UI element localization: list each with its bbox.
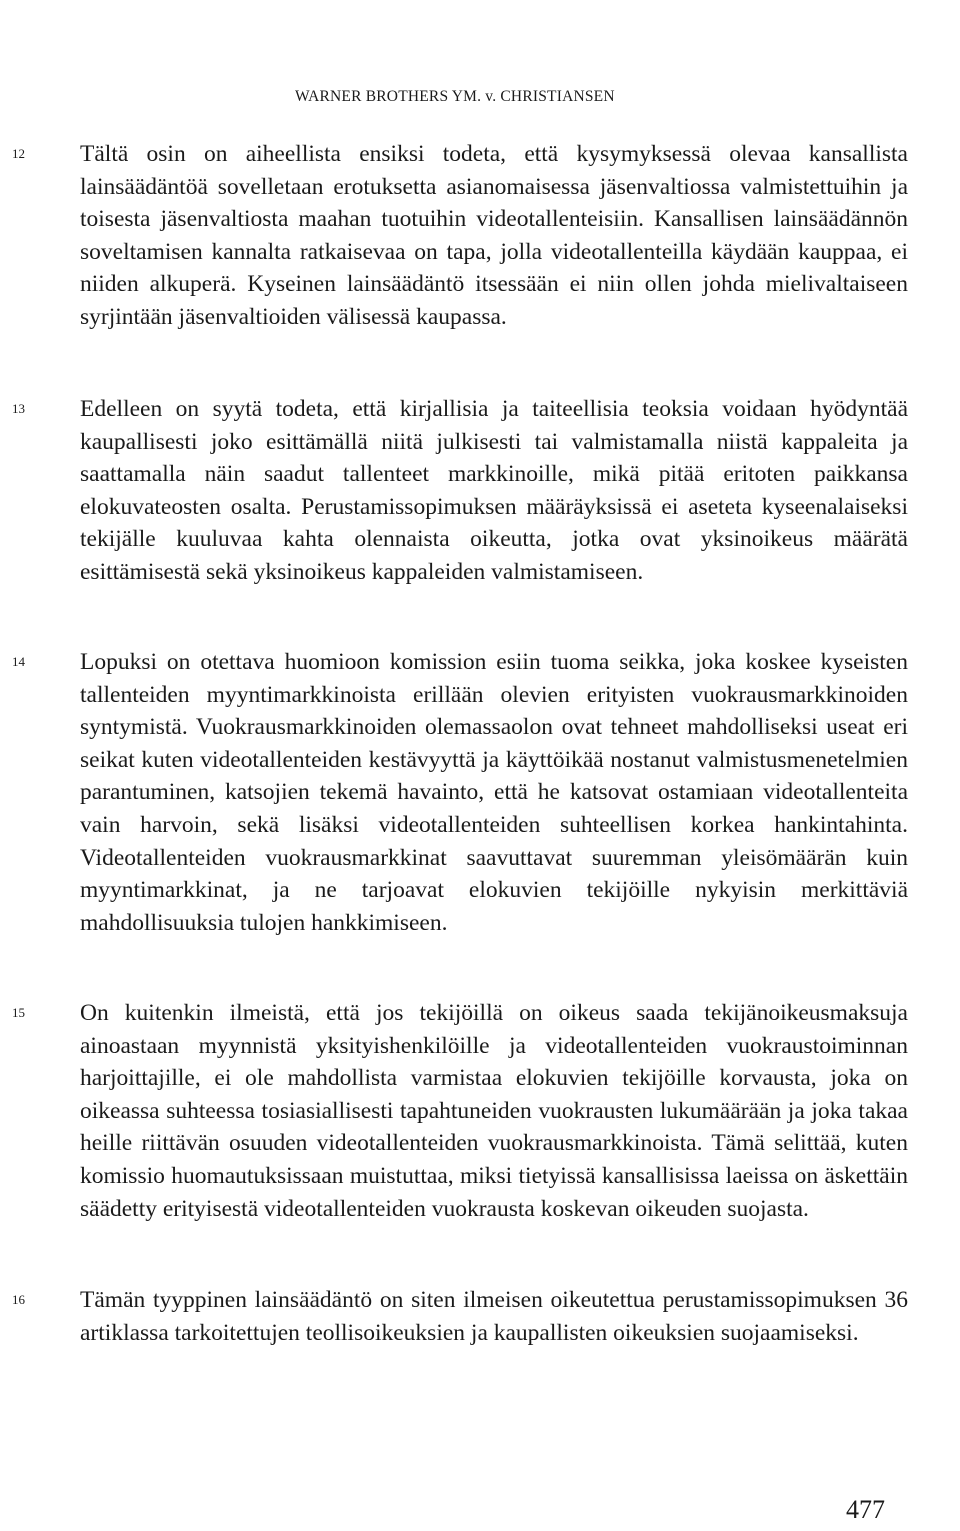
paragraph-text: Lopuksi on otettava huomioon komission esiin tuoma seikka, joka koskee kyseisten tallenteiden myyntimarkkinoista erillään olevien erityisten vuokrausmarkkinoiden syntymistä. Vuokrausmarkkinoiden olemassaolon ovat tehneet mahdolliseksi useat eri seikat kuten videotallenteiden kestävyyttä ja käyttöikää nostanut valmistusmenetelmien parantuminen, katsojien tekemä havainto, että he katsovat ostamiaan videotallenteita vain harvoin, sekä lisäksi videotallenteiden suhteellisen korkea hankintahinta. Videotallenteiden vuokrausmarkkinat saavuttavat suuremman yleisömäärän kuin myyntimarkkinat, ja ne tarjoavat elokuvien tekijöille nykyisin merkittäviä mahdollisuuksia tulojen hankkimiseen. (80, 649, 908, 936)
paragraph-text: Tämän tyyppinen lainsäädäntö on siten ilmeisen oikeutettua perustamissopimuksen 36 artiklassa tarkoitettujen teollisoikeuksien ja kaupallisten oikeuksien suojaamiseksi. (80, 1287, 908, 1346)
running-head: WARNER BROTHERS YM. v. CHRISTIANSEN (295, 88, 615, 105)
paragraph-text: On kuitenkin ilmeistä, että jos tekijöillä on oikeus saada tekijänoikeusmaksuja ainoastaan myynnistä yksityishenkilöille ja videotallenteiden vuokraustoiminnan harjoittajille, ei ole mahdollista varmistaa elokuvien tekijöille korvausta, joka on oikeassa suhteessa tosiasiallisesti tapahtuneiden vuokrausten lukumäärään ja joka takaa heille riittävän osuuden videotallenteiden vuokrausmarkkinoista. Tämä selittää, kuten komissio huomautuksissaan muistuttaa, miksi tietyissä kansallisissa laeissa on äskettäin säädetty erityisestä videotallenteiden vuokrausta koskevan oikeuden suojasta. (80, 1000, 908, 1222)
paragraph-text: Tältä osin on aiheellista ensiksi todeta, että kysymyksessä olevaa kansallista lainsäädäntöä sovelletaan erotuksetta asianomaisessa jäsenvaltiossa valmistettuihin ja toisesta jäsenvaltiosta maahan tuotuihin videotallenteisiin. Kansallisen lainsäädännön soveltamisen kannalta ratkaisevaa on tapa, jolla videotallenteilla käydään kauppaa, ei niiden alkuperä. Kyseinen lainsäädäntö itsessään ei niin ollen johda mielivaltaiseen syrjintään jäsenvaltioiden välisessä kaupassa. (80, 141, 908, 330)
paragraph-number: 13 (12, 401, 25, 416)
page-number: 477 (846, 1495, 885, 1524)
paragraph-text: Edelleen on syytä todeta, että kirjallisia ja taiteellisia teoksia voidaan hyödyntää kaupallisesti joko esittämällä niitä julkisesti tai valmistamalla niistä kappaleita ja saattamalla näin saadut tallenteet markkinoille, mikä pitää eritoten paikkansa elokuvateosten osalta. Perustamissopimuksen määräyksissä ei aseteta kyseenalaiseksi tekijälle kuuluvaa kahta olennaista oikeutta, jotka ovat yksinoikeus määrätä esittämisestä sekä yksinoikeus kappaleiden valmistamiseen. (80, 396, 908, 585)
paragraph-number: 12 (12, 146, 25, 161)
paragraph-number: 15 (12, 1005, 25, 1020)
paragraph-number: 16 (12, 1292, 25, 1307)
paragraph-number: 14 (12, 654, 25, 669)
